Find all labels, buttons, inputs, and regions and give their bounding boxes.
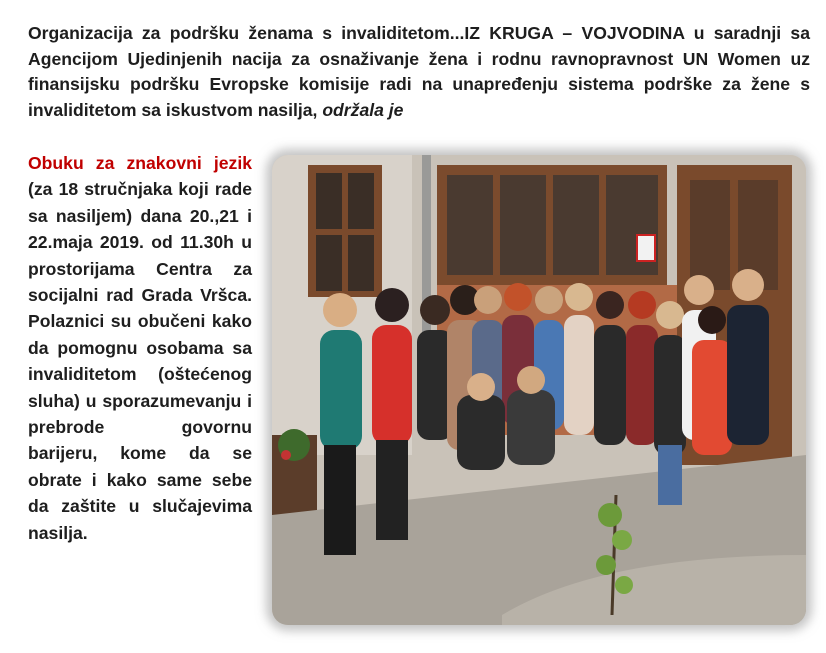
intro-paragraph [28,21,810,123]
intro-italic-tail: održala je [322,99,404,120]
group-photo [272,155,806,625]
intro-text: Organizacija za podršku ženama s invaliditetom...IZ KRUGA – VOJVODINA u saradnji sa Agencijom Ujedinjenih nacija za osnaživanje žena i rodnu ravnopravnost UN Women uz finansijsku podršku Evropske komisije radi na unapređenju sistema podrške za žene s invaliditetom sa iskustvom nasilja, [28,23,810,120]
training-body: (za 18 stručnjaka koji rade sa nasiljem) dana 20.,21 i 22.maja 2019. od 11.30h u prostorijama Centra za socijalni rad Grada Vršca. Polaznici su obučeni kako da pomognu osobama sa invaliditetom (oštećenog sluha) u sporazumevanju i prebrode govornu barijeru, kome da se obrate i kako same sebe da zaštite u slučajevima nasilja. [28,179,252,543]
training-paragraph [28,150,252,546]
group-photo-illustration [272,155,806,625]
training-highlight: Obuku za znakovni jezik [28,153,252,173]
